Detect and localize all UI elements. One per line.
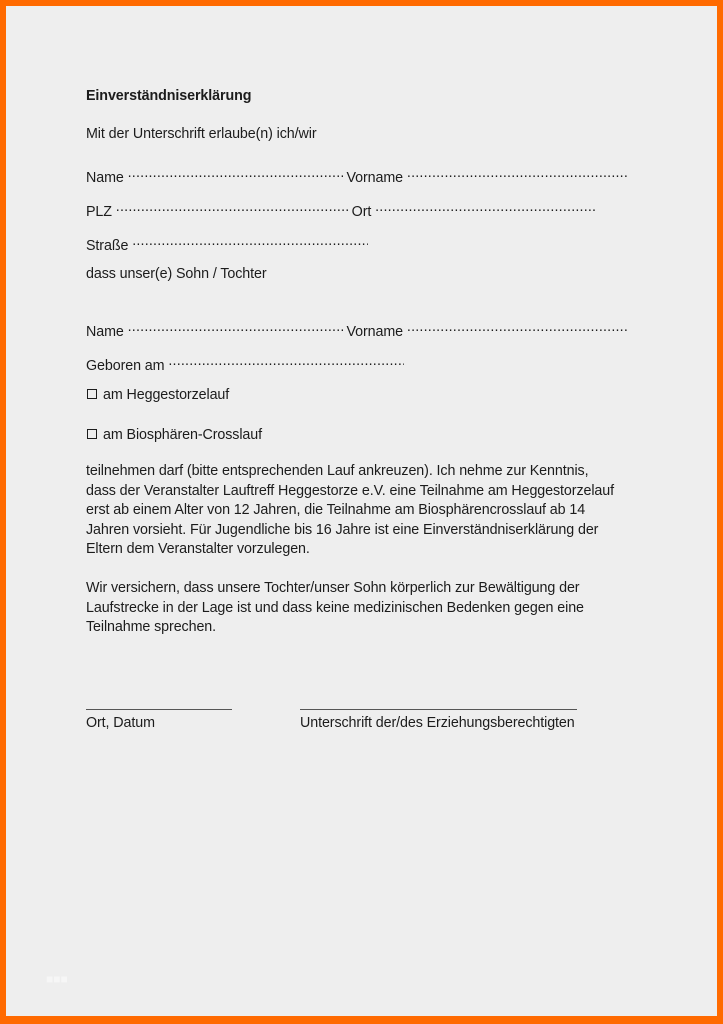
place-date-line[interactable] <box>86 709 232 710</box>
ort-field[interactable] <box>375 198 597 216</box>
child-vorname-field[interactable] <box>407 318 627 336</box>
guardian-signature-line[interactable] <box>300 709 577 710</box>
strasse-row <box>86 232 368 255</box>
ort-label: Ort <box>351 204 372 220</box>
option-label: am Heggestorzelauf <box>103 387 230 403</box>
child-name-label: Name <box>86 324 124 340</box>
parent-name-row <box>86 164 627 187</box>
option-biosphaeren-crosslauf[interactable] <box>87 426 262 444</box>
paragraph-line: Teilnahme sprechen. <box>86 619 217 635</box>
parent-vorname-field[interactable] <box>407 164 627 182</box>
paragraph-line: teilnehmen darf (bitte entsprechenden Lauf ankreuzen). Ich nehme zur Kenntnis, <box>86 463 589 479</box>
child-vorname-label: Vorname <box>346 324 404 340</box>
paragraph-line: Eltern dem Veranstalter vorzulegen. <box>86 541 310 557</box>
strasse-field[interactable] <box>132 232 368 250</box>
watermark: ■■■ <box>46 972 68 986</box>
plz-label: PLZ <box>86 204 112 220</box>
strasse-label: Straße <box>86 238 129 254</box>
paragraph-line: Wir versichern, dass unsere Tochter/unser Sohn körperlich zur Bewältigung der <box>86 580 580 596</box>
parent-address-row <box>86 198 597 221</box>
document-page <box>6 6 717 1016</box>
document-title: Einverständniserklärung <box>86 88 252 104</box>
geboren-field[interactable] <box>168 352 404 370</box>
intro-text: Mit der Unterschrift erlaube(n) ich/wir <box>86 126 317 142</box>
paragraph-line: Jahren vorsieht. Für Jugendliche bis 16 Jahre ist eine Einverständniserklärung der <box>86 521 599 538</box>
place-date-label: Ort, Datum <box>86 715 155 731</box>
paragraph-line: Laufstrecke in der Lage ist und dass keine medizinischen Bedenken gegen eine <box>86 599 584 616</box>
paragraph-line: dass der Veranstalter Lauftreff Heggestorze e.V. eine Teilnahme am Heggestorzelauf <box>86 482 614 499</box>
checkbox-icon[interactable] <box>87 389 97 399</box>
parent-name-label: Name <box>86 170 124 186</box>
child-name-field[interactable] <box>128 318 343 336</box>
option-label: am Biosphären-Crosslauf <box>103 427 263 443</box>
guardian-signature-label: Unterschrift der/des Erziehungsberechtigten <box>300 715 575 731</box>
parent-vorname-label: Vorname <box>346 170 404 186</box>
paragraph-line: erst ab einem Alter von 12 Jahren, die Teilnahme am Biosphärencrosslauf ab 14 <box>86 502 586 518</box>
option-heggestorzelauf[interactable] <box>87 386 229 404</box>
geboren-row <box>86 352 404 375</box>
child-intro-text: dass unser(e) Sohn / Tochter <box>86 266 267 282</box>
geboren-label: Geboren am <box>86 358 165 374</box>
child-name-row <box>86 318 627 341</box>
plz-field[interactable] <box>116 198 348 216</box>
participation-paragraph <box>86 462 614 560</box>
parent-name-field[interactable] <box>128 164 343 182</box>
checkbox-icon[interactable] <box>87 429 97 439</box>
health-declaration-paragraph <box>86 579 584 638</box>
